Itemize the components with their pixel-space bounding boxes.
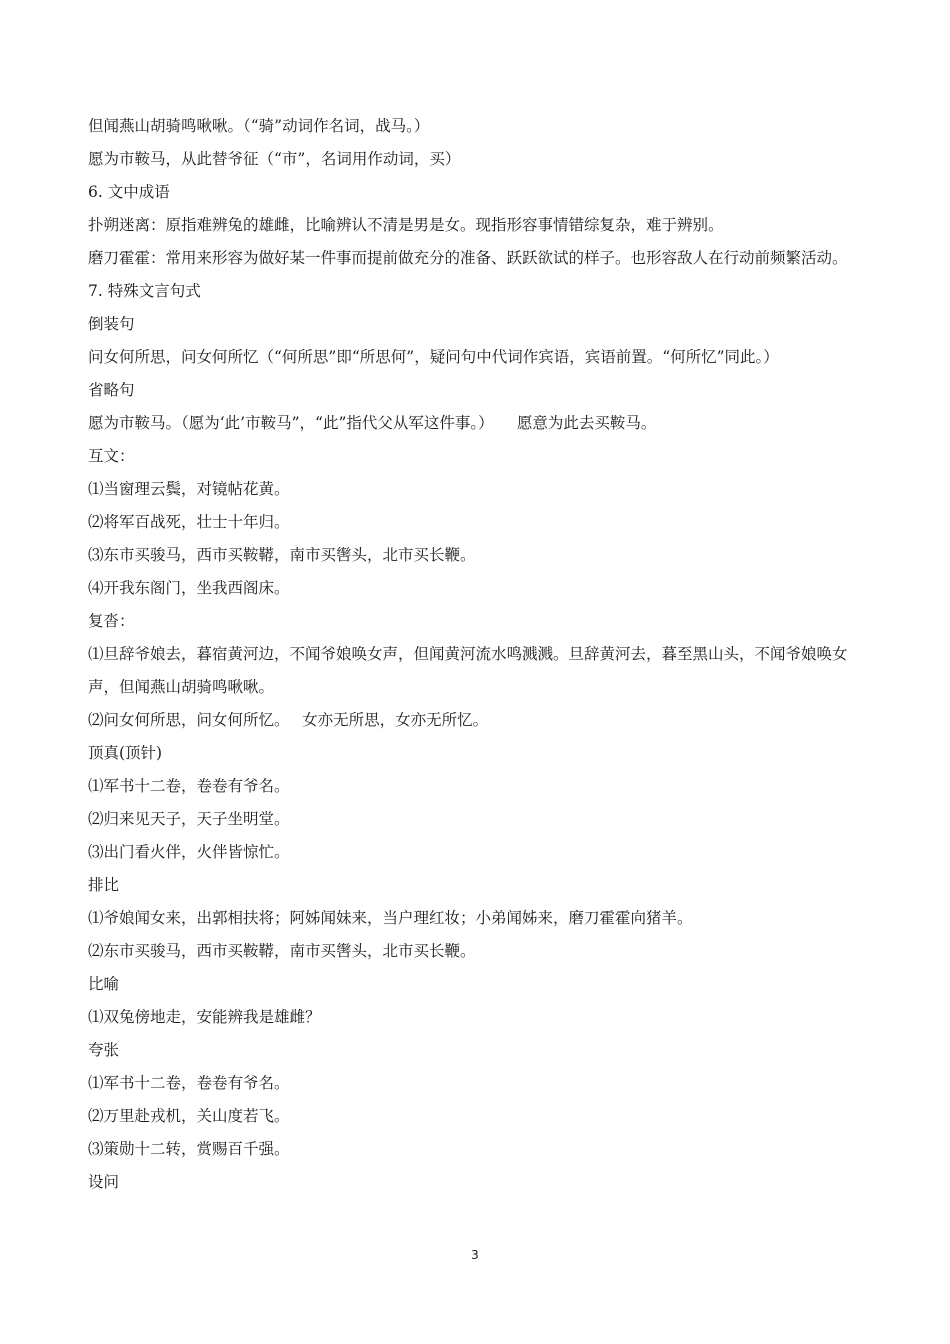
subheading: 夸张 — [88, 1041, 120, 1059]
subheading: 复沓： — [88, 612, 135, 630]
page-content — [88, 110, 878, 1199]
text-line: 问女何所思，问女何所忆（“何所思”即“所思何”，疑问句中代词作宾语，宾语前置。“何所忆”同此。） — [88, 348, 779, 366]
list-item: ⑵万里赴戎机，关山度若飞。 — [88, 1107, 290, 1125]
list-item: ⑴军书十二卷，卷卷有爷名。 — [88, 777, 290, 795]
subheading: 排比 — [88, 876, 120, 894]
section-heading: 7. 特殊文言句式 — [88, 282, 201, 300]
text-line: 扑朔迷离：原指难辨兔的雄雌，比喻辨认不清是男是女。现指形容事情错综复杂，难于辨别。 — [88, 216, 724, 234]
list-item: ⑷开我东阁门，坐我西阁床。 — [88, 579, 290, 597]
list-item: ⑴双兔傍地走，安能辨我是雄雌？ — [88, 1008, 321, 1026]
subheading: 省略句 — [88, 381, 135, 399]
section-heading: 6. 文中成语 — [88, 183, 170, 201]
subheading: 互文： — [88, 447, 135, 465]
list-item: ⑶出门看火伴，火伴皆惊忙。 — [88, 843, 290, 861]
list-item: ⑵东市买骏马，西市买鞍鞯，南市买辔头，北市买长鞭。 — [88, 942, 476, 960]
list-item: ⑴当窗理云鬓，对镜帖花黄。 — [88, 480, 290, 498]
list-item: ⑵问女何所思，问女何所忆。 女亦无所思，女亦无所忆。 — [88, 711, 489, 729]
text-line: 愿为市鞍马，从此替爷征（“市”，名词用作动词，买） — [88, 150, 461, 168]
list-item: ⑵将军百战死，壮士十年归。 — [88, 513, 290, 531]
list-item: ⑴军书十二卷，卷卷有爷名。 — [88, 1074, 290, 1092]
list-item: ⑴爷娘闻女来，出郭相扶将；阿姊闻妹来，当户理红妆；小弟闻姊来，磨刀霍霍向猪羊。 — [88, 909, 693, 927]
subheading: 比喻 — [88, 975, 120, 993]
page-number: 3 — [471, 1248, 479, 1262]
list-item: ⑶策勋十二转，赏赐百千强。 — [88, 1140, 290, 1158]
list-item: ⑶东市买骏马，西市买鞍鞯，南市买辔头，北市买长鞭。 — [88, 546, 476, 564]
subheading: 设问 — [88, 1173, 120, 1191]
text-line: 愿为市鞍马。（愿为‘此’市鞍马”，“此”指代父从军这件事。） 愿意为此去买鞍马。 — [88, 414, 657, 432]
subheading: 顶真(顶针) — [88, 744, 163, 762]
text-paragraph: ⑴旦辞爷娘去，暮宿黄河边，不闻爷娘唤女声，但闻黄河流水鸣溅溅。旦辞黄河去，暮至黑山头，不闻爷娘唤女声，但闻燕山胡骑鸣啾啾。 — [88, 645, 848, 696]
text-paragraph: 磨刀霍霍：常用来形容为做好某一件事而提前做充分的准备、跃跃欲试的样子。也形容敌人在行动前频繁活动。 — [88, 249, 848, 267]
list-item: ⑵归来见天子，天子坐明堂。 — [88, 810, 290, 828]
text-line: 但闻燕山胡骑鸣啾啾。（“骑”动词作名词，战马。） — [88, 117, 430, 135]
subheading: 倒装句 — [88, 315, 135, 333]
